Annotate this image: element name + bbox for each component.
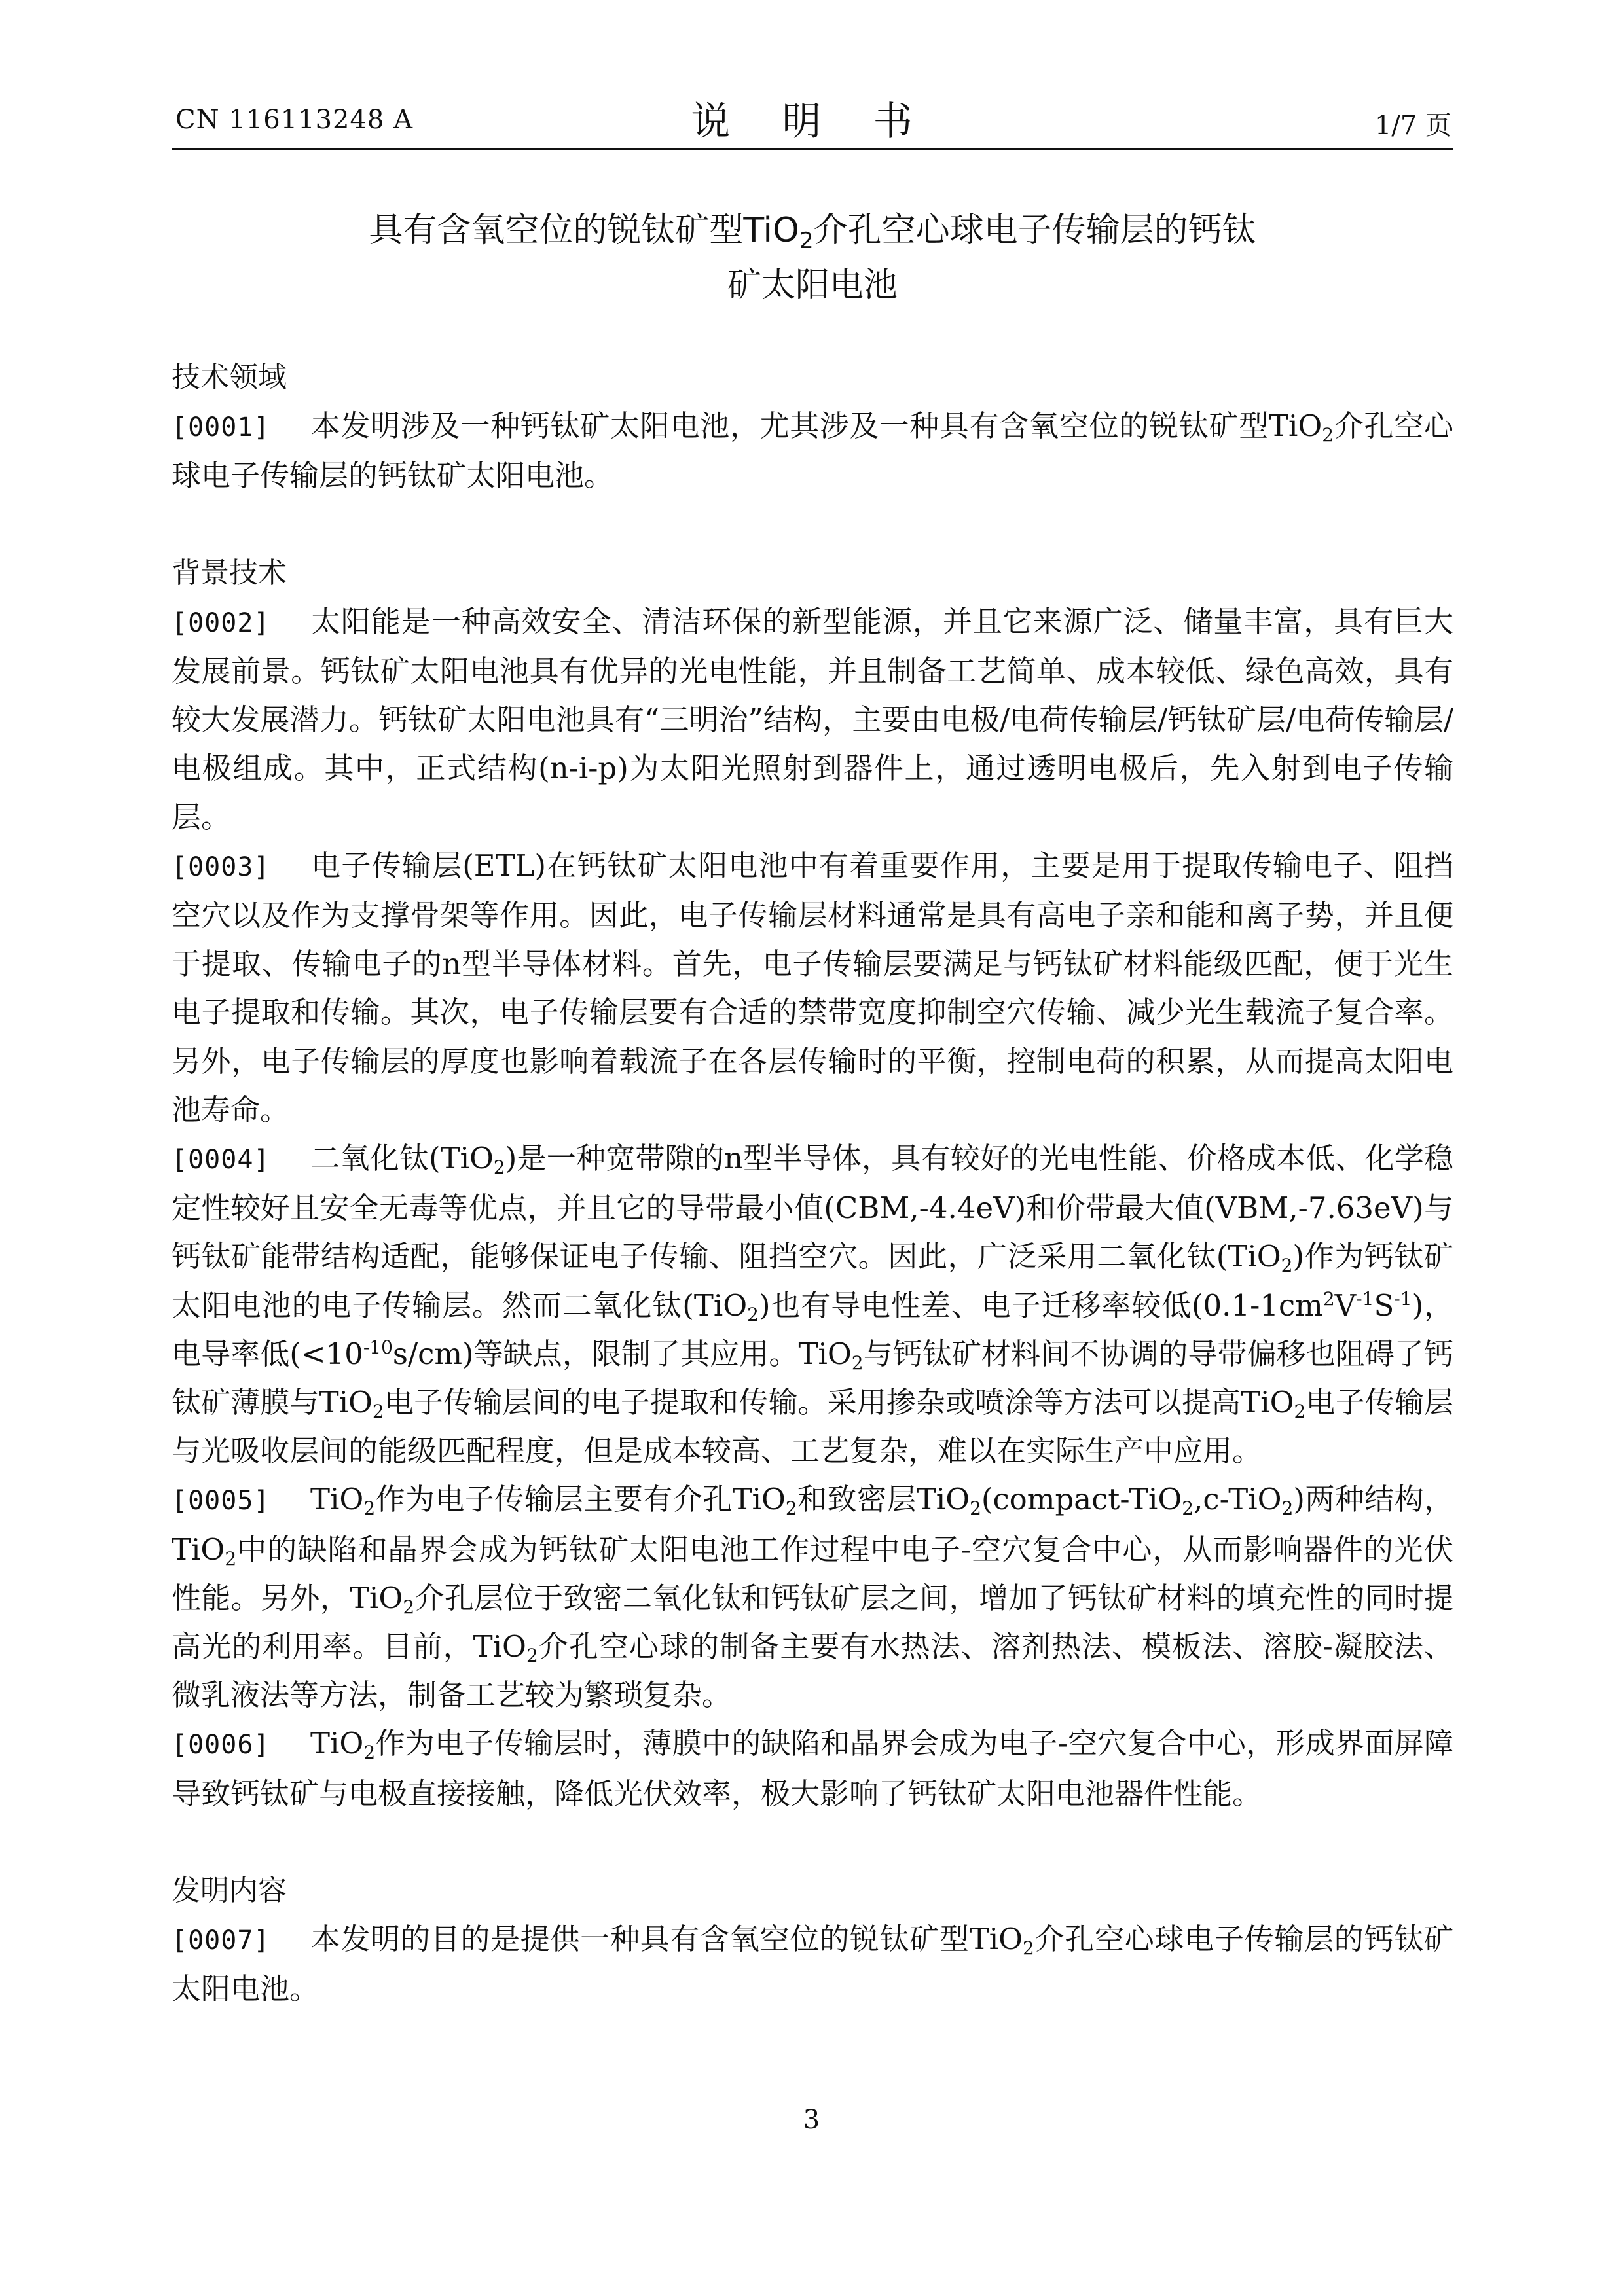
section-heading-invention-content: 发明内容 [172, 1873, 287, 1907]
paragraph-number: [0006] [172, 1730, 270, 1761]
paragraph-0003: [0003] 电子传输层(ETL)在钙钛矿太阳电池中有着重要作用，主要是用于提取传输电子、阻挡空穴以及作为支撑骨架等作用。因此，电子传输层材料通常是具有高电子亲和能和离子势，并且便于提取、传输电子的n型半导体材料。首先，电子传输层要满足与钙钛矿材料能级匹配，便于光生电子提取和传输。其次，电子传输层要有合适的禁带宽度抑制空穴传输、减少光生载流子复合率。另外，电子传输层的厚度也影响着载流子在各层传输时的平衡，控制电荷的积累，从而提高太阳电池寿命。 [172, 842, 1453, 1134]
publication-number: CN 116113248 A [175, 105, 413, 135]
paragraph-number: [0005] [172, 1486, 270, 1516]
paragraph-0002: [0002] 太阳能是一种高效安全、清洁环保的新型能源，并且它来源广泛、储量丰富，具有巨大发展前景。钙钛矿太阳电池具有优异的光电性能，并且制备工艺简单、成本较低、绿色高效，具有较大发展潜力。钙钛矿太阳电池具有“三明治”结构，主要由电极/电荷传输层/钙钛矿层/电荷传输层/电极组成。其中，正式结构(n-i-p)为太阳光照射到器件上，通过透明电极后，先入射到电子传输层。 [172, 598, 1453, 842]
paragraph-number: [0003] [172, 852, 270, 882]
title-line-2: 矿太阳电池 [727, 266, 898, 305]
paragraph-number: [0007] [172, 1926, 270, 1956]
paragraph-0006: [0006] TiO$_2$作为电子传输层时，薄膜中的缺陷和晶界会成为电子-空穴复合中心，形成界面屏障导致钙钛矿与电极直接接触，降低光伏效率，极大影响了钙钛矿太阳电池器件性能。 [172, 1719, 1453, 1818]
document-title [172, 203, 1453, 313]
paragraph-0001: [0001] 本发明涉及一种钙钛矿太阳电池，尤其涉及一种具有含氧空位的锐钛矿型TiO$_2$介孔空心球电子传输层的钙钛矿太阳电池。 [172, 402, 1453, 500]
document-body [172, 353, 1453, 2014]
page-number: 3 [803, 2105, 820, 2135]
page-indicator: 1/7 页 [1374, 111, 1451, 141]
section-heading-background: 背景技术 [172, 556, 287, 590]
paragraph-0004: [0004] 二氧化钛(TiO$_2$)是一种宽带隙的n型半导体，具有较好的光电性能、价格成本低、化学稳定性较好且安全无毒等优点，并且它的导带最小值(CBM,-4.4eV)和价带最大值(VBM,-7.63eV)与钙钛矿能带结构适配，能够保证电子传输、阻挡空穴。因此，广泛采用二氧化钛(TiO$_2$)作为钙钛矿太阳电池的电子传输层。然而二氧化钛(TiO$_2$)也有导电性差、电子迁移率较低$(0.1-1cm^2V^{-1}S^{-1})$，电导率低$(<10^{-10}s/cm)$等缺点，限制了其应用。TiO$_2$与钙钛矿材料间不协调的导带偏移也阻碍了钙钛矿薄膜与TiO$_2$电子传输层间的电子提取和传输。采用掺杂或喷涂等方法可以提高TiO$_2$电子传输层与光吸收层间的能级匹配程度，但是成本较高、工艺复杂，难以在实际生产中应用。 [172, 1134, 1453, 1475]
header-divider [172, 148, 1453, 150]
title-line-1: 具有含氧空位的锐钛矿型TiO$_2$介孔空心球电子传输层的钙钛 [369, 211, 1256, 254]
document-type: 说 明 书 [691, 99, 932, 145]
paragraph-number: [0001] [172, 412, 270, 443]
paragraph-0005: [0005] TiO$_2$作为电子传输层主要有介孔TiO$_2$和致密层TiO$_2$(compact-TiO$_2$,c-TiO$_2$)两种结构，TiO$_2$中的缺陷和晶界会成为钙钛矿太阳电池工作过程中电子-空穴复合中心，从而影响器件的光伏性能。另外，TiO$_2$介孔层位于致密二氧化钛和钙钛矿层之间，增加了钙钛矿材料的填充性的同时提高光的利用率。目前，TiO$_2$介孔空心球的制备主要有水热法、溶剂热法、模板法、溶胶-凝胶法、微乳液法等方法，制备工艺较为繁琐复杂。 [172, 1475, 1453, 1719]
paragraph-0007: [0007] 本发明的目的是提供一种具有含氧空位的锐钛矿型TiO$_2$介孔空心球电子传输层的钙钛矿太阳电池。 [172, 1915, 1453, 2013]
section-heading-technical-field: 技术领域 [172, 361, 287, 394]
paragraph-number: [0002] [172, 607, 270, 638]
paragraph-number: [0004] [172, 1145, 270, 1175]
